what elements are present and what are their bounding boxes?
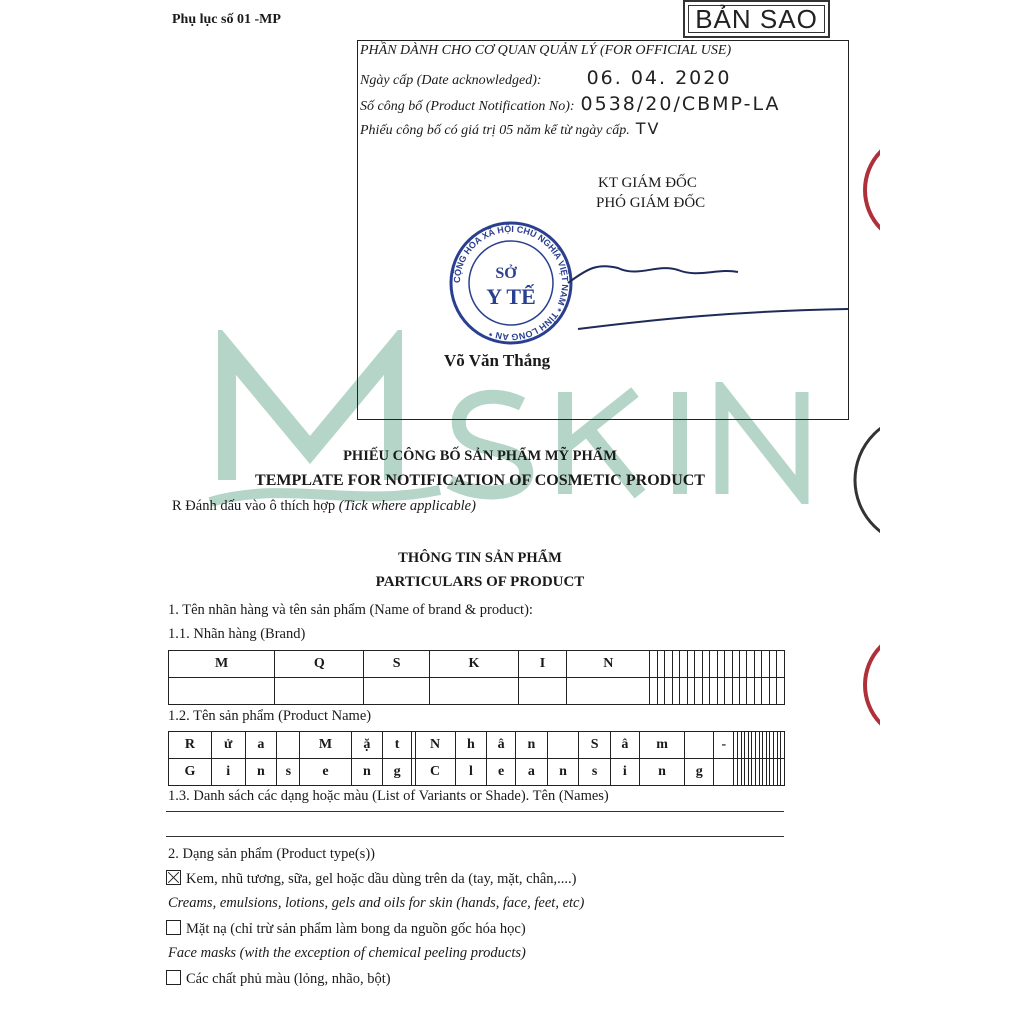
grid-cell [781, 732, 785, 759]
sign-title-1: KT GIÁM ĐỐC [598, 175, 697, 191]
section-title-vi: THÔNG TIN SẢN PHẨM [398, 550, 562, 566]
grid-cell: N [415, 732, 455, 759]
grid-cell: R [169, 732, 212, 759]
grid-cell [680, 678, 687, 705]
validity-text: Phiếu công bố có giá trị 05 năm kể từ ngày cấp. [360, 123, 630, 138]
grid-cell [430, 678, 519, 705]
date-acknowledged-row [360, 67, 731, 89]
tick-note-en: (Tick where applicable) [338, 498, 476, 514]
grid-cell: - [714, 732, 734, 759]
grid-cell: ử [211, 732, 245, 759]
grid-cell [762, 678, 769, 705]
notification-number-row [360, 93, 780, 115]
grid-cell [672, 678, 679, 705]
notification-number-value: 0538/20/CBMP-LA [580, 93, 781, 115]
grid-cell: m [639, 732, 685, 759]
grid-cell [754, 678, 761, 705]
section-title-en: PARTICULARS OF PRODUCT [375, 574, 585, 590]
grid-cell [518, 678, 566, 705]
grid-cell [747, 678, 754, 705]
checkbox[interactable] [166, 870, 181, 885]
grid-row [169, 759, 785, 786]
checkbox[interactable] [166, 970, 181, 985]
product-name-grid [168, 731, 785, 786]
date-label: Ngày cấp (Date acknowledged): [360, 73, 542, 88]
grid-cell [725, 651, 732, 678]
question-1-3: 1.3. Danh sách các dạng hoặc màu (List of Variants or Shade). Tên (Names) [168, 788, 609, 804]
grid-cell [732, 651, 739, 678]
form-title-en: TEMPLATE FOR NOTIFICATION OF COSMETIC PRODUCT [255, 472, 705, 489]
signature-icon [568, 266, 848, 329]
seal-icon [451, 223, 571, 343]
grid-cell [702, 678, 709, 705]
checkbox[interactable] [166, 920, 181, 935]
grid-cell: a [245, 732, 277, 759]
tick-note [172, 498, 476, 515]
initials: TV [635, 119, 661, 138]
tick-note-vi: R Đánh dấu vào ô thích hợp [172, 498, 336, 514]
form-title-vi: PHIẾU CÔNG BỐ SẢN PHẨM MỸ PHẨM [343, 448, 617, 464]
variants-line-2 [166, 836, 784, 837]
signer-name: Võ Văn Thắng [444, 351, 551, 370]
grid-cell [717, 678, 724, 705]
grid-cell: g [383, 759, 412, 786]
grid-cell [714, 759, 734, 786]
product-type-option [166, 920, 526, 938]
grid-cell [710, 651, 717, 678]
seal-and-signature [418, 219, 848, 347]
grid-cell: G [169, 759, 212, 786]
grid-cell: n [245, 759, 277, 786]
grid-row [169, 732, 785, 759]
grid-cell [725, 678, 732, 705]
grid-cell [781, 759, 785, 786]
brand-grid [168, 650, 785, 705]
grid-cell: i [211, 759, 245, 786]
variants-line-1 [166, 811, 784, 812]
grid-cell: â [610, 732, 639, 759]
grid-cell [710, 678, 717, 705]
grid-cell [687, 678, 694, 705]
grid-cell: t [383, 732, 412, 759]
option-label-vi: Mặt nạ (chỉ trừ sản phẩm làm bong da nguồn gốc hóa học) [186, 921, 526, 937]
grid-cell: S [364, 651, 430, 678]
red-seal-fragments-icon [840, 130, 880, 730]
question-1-1: 1.1. Nhãn hàng (Brand) [168, 626, 306, 642]
grid-cell [650, 651, 657, 678]
grid-cell: g [685, 759, 714, 786]
grid-cell: Q [275, 651, 364, 678]
option-label-vi: Kem, nhũ tương, sữa, gel hoặc dầu dùng trên da (tay, mặt, chân,....) [186, 871, 577, 887]
grid-cell [364, 678, 430, 705]
grid-cell: S [579, 732, 611, 759]
grid-cell [657, 651, 664, 678]
grid-cell: ặ [351, 732, 383, 759]
grid-cell: n [351, 759, 383, 786]
grid-cell: h [455, 732, 487, 759]
question-2: 2. Dạng sản phẩm (Product type(s)) [168, 846, 375, 862]
grid-cell [650, 678, 657, 705]
grid-cell: e [487, 759, 516, 786]
grid-cell: I [518, 651, 566, 678]
grid-cell: K [430, 651, 519, 678]
grid-cell [657, 678, 664, 705]
grid-cell [739, 651, 746, 678]
grid-cell [680, 651, 687, 678]
official-title: PHẦN DÀNH CHO CƠ QUAN QUẢN LÝ (FOR OFFICIAL USE) [360, 43, 732, 58]
grid-cell [747, 651, 754, 678]
question-1-2: 1.2. Tên sản phẩm (Product Name) [168, 708, 372, 724]
grid-cell: n [516, 732, 548, 759]
grid-cell [275, 678, 364, 705]
grid-cell [277, 732, 300, 759]
grid-cell [169, 678, 275, 705]
grid-cell [685, 732, 714, 759]
grid-cell: a [516, 759, 548, 786]
grid-cell [702, 651, 709, 678]
grid-cell: M [169, 651, 275, 678]
product-type-option [166, 870, 576, 888]
grid-cell: s [579, 759, 611, 786]
grid-cell: n [639, 759, 685, 786]
grid-cell: â [487, 732, 516, 759]
grid-cell [687, 651, 694, 678]
validity-row [360, 119, 660, 139]
grid-cell [665, 678, 672, 705]
product-type-option [166, 970, 391, 988]
grid-cell: l [455, 759, 487, 786]
grid-cell: M [300, 732, 351, 759]
grid-cell [769, 651, 776, 678]
grid-cell: e [300, 759, 351, 786]
sign-title-2: PHÓ GIÁM ĐỐC [596, 195, 706, 211]
notification-number-label: Số công bố (Product Notification No): [360, 99, 575, 114]
appendix-label: Phụ lục số 01 -MP [172, 12, 281, 27]
grid-cell [717, 651, 724, 678]
grid-cell [762, 651, 769, 678]
option-label-en: Face masks (with the exception of chemical peeling products) [168, 945, 526, 961]
grid-cell [739, 678, 746, 705]
seal-center-1: SỞ [495, 265, 517, 282]
grid-cell: C [415, 759, 455, 786]
option-label-vi: Các chất phủ màu (lỏng, nhão, bột) [186, 971, 391, 987]
grid-cell: s [277, 759, 300, 786]
seal-ring-text: CỘNG HÒA XÃ HỘI CHỦ NGHĨA VIỆT NAM * TỈNH LONG AN * [451, 223, 571, 343]
grid-cell [567, 678, 650, 705]
grid-cell [665, 651, 672, 678]
copy-stamp: BẢN SAO [683, 0, 830, 38]
grid-cell [732, 678, 739, 705]
grid-cell [769, 678, 776, 705]
seal-center-2: Y TẾ [486, 284, 536, 309]
question-1: 1. Tên nhãn hàng và tên sản phẩm (Name of brand & product): [168, 602, 533, 618]
grid-row [169, 678, 785, 705]
grid-cell [754, 651, 761, 678]
grid-cell [547, 732, 579, 759]
date-value: 06. 04. 2020 [586, 67, 732, 89]
option-label-en: Creams, emulsions, lotions, gels and oils for skin (hands, face, feet, etc) [168, 895, 585, 911]
grid-row [169, 651, 785, 678]
grid-cell [695, 651, 702, 678]
grid-cell [695, 678, 702, 705]
grid-cell [672, 651, 679, 678]
grid-cell: n [547, 759, 579, 786]
grid-cell: N [567, 651, 650, 678]
official-use-box [357, 40, 849, 420]
grid-cell [777, 651, 785, 678]
grid-cell [777, 678, 785, 705]
grid-cell: i [610, 759, 639, 786]
